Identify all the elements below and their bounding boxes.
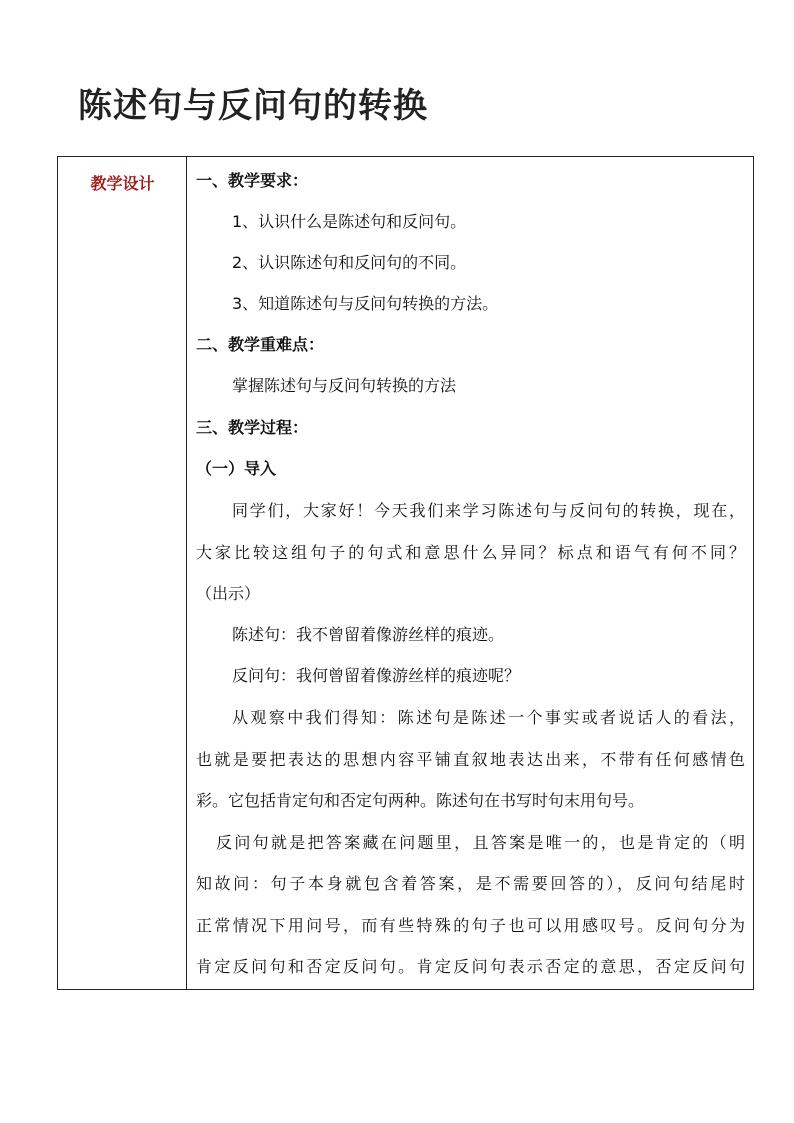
paragraph-line: 从观察中我们得知：陈述句是陈述一个事实或者说话人的看法， [232,708,745,727]
paragraph-line: 大家比较这组句子的句式和意思什么异同？标点和语气有何不同？ [196,543,745,562]
label-column [58,157,187,989]
paragraph-line: 反问句就是把答案藏在问题里，且答案是唯一的，也是肯定的（明 [216,833,745,852]
section-heading-requirements: 一、教学要求： [196,171,309,190]
requirement-item: 3、知道陈述句与反问句转换的方法。 [232,294,499,313]
teaching-design-label: 教学设计 [90,174,155,193]
content-column [188,157,753,989]
paragraph-line: 正常情况下用问号，而有些特殊的句子也可以用感叹号。反问句分为 [196,916,745,935]
requirement-item: 2、认识陈述句和反问句的不同。 [232,253,467,272]
section-heading-key-points: 二、教学重难点： [196,335,325,354]
key-point-text: 掌握陈述句与反问句转换的方法 [232,376,457,395]
paragraph-line: 知故问：句子本身就包含着答案，是不需要回答的），反问句结尾时 [196,874,745,893]
paragraph-line: 肯定反问句和否定反问句。肯定反问句表示否定的意思，否定反问句 [196,957,745,976]
lesson-table [57,156,754,990]
paragraph-line: 彩。它包括肯定句和否定句两种。陈述句在书写时句末用句号。 [196,791,645,810]
section-heading-process: 三、教学过程： [196,418,309,437]
paragraph-line: 也就是要把表达的思想内容平铺直叙地表达出来，不带有任何感情色 [196,750,745,769]
requirement-item: 1、认识什么是陈述句和反问句。 [232,212,467,231]
paragraph-line: 同学们，大家好！今天我们来学习陈述句与反问句的转换，现在， [232,501,745,520]
paragraph-line: （出示） [196,584,261,603]
example-statement: 陈述句：我不曾留着像游丝样的痕迹。 [232,625,505,644]
page-title: 陈述句与反问句的转换 [78,86,428,126]
example-rhetorical: 反问句：我何曾留着像游丝样的痕迹呢？ [232,666,521,685]
subsection-heading-intro: （一）导入 [196,459,277,478]
